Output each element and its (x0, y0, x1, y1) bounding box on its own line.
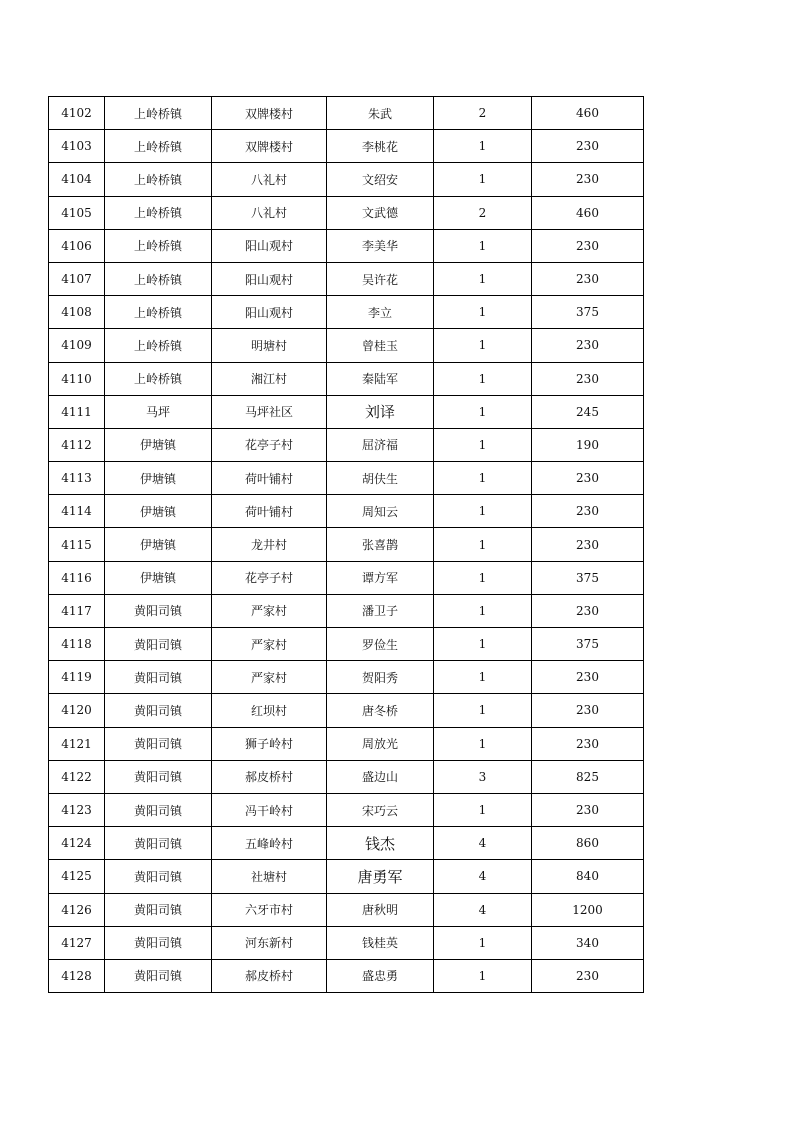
name-cell: 钱桂英 (327, 926, 434, 959)
row-number-cell: 4116 (49, 561, 105, 594)
row-number-cell: 4103 (49, 130, 105, 163)
name-cell: 唐冬桥 (327, 694, 434, 727)
town-cell: 上岭桥镇 (105, 97, 212, 130)
town-cell: 上岭桥镇 (105, 296, 212, 329)
count-cell: 1 (434, 163, 532, 196)
row-number-cell: 4110 (49, 362, 105, 395)
table-row (49, 462, 644, 495)
row-number-cell: 4121 (49, 727, 105, 760)
amount-cell: 460 (532, 196, 644, 229)
row-number-cell: 4128 (49, 959, 105, 992)
name-cell: 盛边山 (327, 760, 434, 793)
count-cell: 1 (434, 959, 532, 992)
village-cell: 马坪社区 (212, 395, 327, 428)
count-cell: 1 (434, 229, 532, 262)
table-row (49, 296, 644, 329)
town-cell: 黄阳司镇 (105, 926, 212, 959)
row-number-cell: 4109 (49, 329, 105, 362)
table-row (49, 229, 644, 262)
village-cell: 双牌楼村 (212, 97, 327, 130)
amount-cell: 840 (532, 860, 644, 893)
name-cell: 吴许花 (327, 262, 434, 295)
town-cell: 黄阳司镇 (105, 827, 212, 860)
row-number-cell: 4117 (49, 594, 105, 627)
table-row (49, 428, 644, 461)
table-row (49, 561, 644, 594)
table-row (49, 661, 644, 694)
table-row (49, 760, 644, 793)
count-cell: 1 (434, 926, 532, 959)
name-cell: 胡伕生 (327, 462, 434, 495)
name-cell: 周知云 (327, 495, 434, 528)
amount-cell: 1200 (532, 893, 644, 926)
town-cell: 黄阳司镇 (105, 594, 212, 627)
town-cell: 伊塘镇 (105, 561, 212, 594)
count-cell: 1 (434, 528, 532, 561)
village-cell: 八礼村 (212, 163, 327, 196)
name-cell: 文武德 (327, 196, 434, 229)
town-cell: 马坪 (105, 395, 212, 428)
row-number-cell: 4120 (49, 694, 105, 727)
row-number-cell: 4118 (49, 628, 105, 661)
count-cell: 1 (434, 462, 532, 495)
table-row (49, 793, 644, 826)
town-cell: 伊塘镇 (105, 428, 212, 461)
row-number-cell: 4122 (49, 760, 105, 793)
table-row (49, 528, 644, 561)
town-cell: 黄阳司镇 (105, 628, 212, 661)
amount-cell: 230 (532, 329, 644, 362)
name-cell: 周放光 (327, 727, 434, 760)
town-cell: 黄阳司镇 (105, 793, 212, 826)
town-cell: 黄阳司镇 (105, 661, 212, 694)
village-cell: 阳山观村 (212, 262, 327, 295)
amount-cell: 230 (532, 694, 644, 727)
village-cell: 阳山观村 (212, 296, 327, 329)
amount-cell: 230 (532, 130, 644, 163)
town-cell: 伊塘镇 (105, 462, 212, 495)
town-cell: 上岭桥镇 (105, 130, 212, 163)
village-cell: 明塘村 (212, 329, 327, 362)
table-row (49, 694, 644, 727)
amount-cell: 375 (532, 628, 644, 661)
table-row (49, 495, 644, 528)
village-cell: 花亭子村 (212, 561, 327, 594)
table-body (49, 97, 644, 993)
town-cell: 黄阳司镇 (105, 694, 212, 727)
village-cell: 荷叶铺村 (212, 495, 327, 528)
town-cell: 伊塘镇 (105, 528, 212, 561)
count-cell: 4 (434, 893, 532, 926)
table-row (49, 727, 644, 760)
village-cell: 双牌楼村 (212, 130, 327, 163)
village-cell: 阳山观村 (212, 229, 327, 262)
village-cell: 龙井村 (212, 528, 327, 561)
row-number-cell: 4113 (49, 462, 105, 495)
table-row (49, 860, 644, 893)
amount-cell: 460 (532, 97, 644, 130)
name-cell: 谭方军 (327, 561, 434, 594)
row-number-cell: 4112 (49, 428, 105, 461)
count-cell: 1 (434, 694, 532, 727)
village-cell: 冯干岭村 (212, 793, 327, 826)
amount-cell: 230 (532, 727, 644, 760)
name-cell: 潘卫子 (327, 594, 434, 627)
amount-cell: 860 (532, 827, 644, 860)
table-row (49, 163, 644, 196)
town-cell: 上岭桥镇 (105, 329, 212, 362)
village-cell: 八礼村 (212, 196, 327, 229)
village-cell: 河东新村 (212, 926, 327, 959)
name-cell: 盛忠勇 (327, 959, 434, 992)
town-cell: 黄阳司镇 (105, 893, 212, 926)
amount-cell: 230 (532, 495, 644, 528)
name-cell: 刘译 (327, 395, 434, 428)
village-cell: 荷叶铺村 (212, 462, 327, 495)
row-number-cell: 4125 (49, 860, 105, 893)
name-cell: 张喜鹊 (327, 528, 434, 561)
village-cell: 郝皮桥村 (212, 760, 327, 793)
amount-cell: 230 (532, 528, 644, 561)
name-cell: 唐秋明 (327, 893, 434, 926)
row-number-cell: 4115 (49, 528, 105, 561)
town-cell: 上岭桥镇 (105, 163, 212, 196)
name-cell: 唐勇军 (327, 860, 434, 893)
row-number-cell: 4104 (49, 163, 105, 196)
amount-cell: 375 (532, 561, 644, 594)
village-cell: 严家村 (212, 628, 327, 661)
name-cell: 文绍安 (327, 163, 434, 196)
row-number-cell: 4105 (49, 196, 105, 229)
count-cell: 1 (434, 428, 532, 461)
amount-cell: 230 (532, 462, 644, 495)
amount-cell: 230 (532, 362, 644, 395)
village-cell: 郝皮桥村 (212, 959, 327, 992)
count-cell: 3 (434, 760, 532, 793)
count-cell: 1 (434, 727, 532, 760)
name-cell: 贺阳秀 (327, 661, 434, 694)
row-number-cell: 4107 (49, 262, 105, 295)
table-row (49, 893, 644, 926)
count-cell: 1 (434, 296, 532, 329)
row-number-cell: 4106 (49, 229, 105, 262)
amount-cell: 230 (532, 229, 644, 262)
village-cell: 社塘村 (212, 860, 327, 893)
name-cell: 屈济福 (327, 428, 434, 461)
count-cell: 2 (434, 97, 532, 130)
row-number-cell: 4126 (49, 893, 105, 926)
table-row (49, 395, 644, 428)
town-cell: 黄阳司镇 (105, 959, 212, 992)
amount-cell: 825 (532, 760, 644, 793)
table-row (49, 959, 644, 992)
name-cell: 钱杰 (327, 827, 434, 860)
count-cell: 1 (434, 594, 532, 627)
village-cell: 五峰岭村 (212, 827, 327, 860)
table-row (49, 827, 644, 860)
table-row (49, 262, 644, 295)
name-cell: 秦陆军 (327, 362, 434, 395)
row-number-cell: 4111 (49, 395, 105, 428)
amount-cell: 340 (532, 926, 644, 959)
amount-cell: 230 (532, 163, 644, 196)
town-cell: 上岭桥镇 (105, 196, 212, 229)
count-cell: 4 (434, 827, 532, 860)
row-number-cell: 4119 (49, 661, 105, 694)
count-cell: 1 (434, 329, 532, 362)
row-number-cell: 4127 (49, 926, 105, 959)
village-cell: 红坝村 (212, 694, 327, 727)
count-cell: 1 (434, 628, 532, 661)
data-table (48, 96, 644, 993)
name-cell: 宋巧云 (327, 793, 434, 826)
count-cell: 1 (434, 561, 532, 594)
amount-cell: 230 (532, 959, 644, 992)
town-cell: 黄阳司镇 (105, 860, 212, 893)
amount-cell: 230 (532, 661, 644, 694)
row-number-cell: 4102 (49, 97, 105, 130)
table-row (49, 926, 644, 959)
row-number-cell: 4114 (49, 495, 105, 528)
town-cell: 上岭桥镇 (105, 229, 212, 262)
table-row (49, 97, 644, 130)
village-cell: 花亭子村 (212, 428, 327, 461)
name-cell: 李立 (327, 296, 434, 329)
town-cell: 上岭桥镇 (105, 262, 212, 295)
town-cell: 伊塘镇 (105, 495, 212, 528)
amount-cell: 230 (532, 262, 644, 295)
table-row (49, 628, 644, 661)
count-cell: 1 (434, 362, 532, 395)
amount-cell: 190 (532, 428, 644, 461)
table-row (49, 594, 644, 627)
name-cell: 罗俭生 (327, 628, 434, 661)
village-cell: 严家村 (212, 661, 327, 694)
count-cell: 1 (434, 130, 532, 163)
town-cell: 上岭桥镇 (105, 362, 212, 395)
count-cell: 2 (434, 196, 532, 229)
count-cell: 1 (434, 793, 532, 826)
name-cell: 李桃花 (327, 130, 434, 163)
count-cell: 4 (434, 860, 532, 893)
village-cell: 湘江村 (212, 362, 327, 395)
amount-cell: 230 (532, 793, 644, 826)
count-cell: 1 (434, 495, 532, 528)
village-cell: 严家村 (212, 594, 327, 627)
amount-cell: 245 (532, 395, 644, 428)
row-number-cell: 4124 (49, 827, 105, 860)
town-cell: 黄阳司镇 (105, 760, 212, 793)
table-row (49, 362, 644, 395)
table-row (49, 196, 644, 229)
table-row (49, 130, 644, 163)
amount-cell: 375 (532, 296, 644, 329)
village-cell: 狮子岭村 (212, 727, 327, 760)
count-cell: 1 (434, 262, 532, 295)
row-number-cell: 4123 (49, 793, 105, 826)
name-cell: 朱武 (327, 97, 434, 130)
village-cell: 六牙市村 (212, 893, 327, 926)
count-cell: 1 (434, 395, 532, 428)
count-cell: 1 (434, 661, 532, 694)
name-cell: 曾桂玉 (327, 329, 434, 362)
town-cell: 黄阳司镇 (105, 727, 212, 760)
table-row (49, 329, 644, 362)
amount-cell: 230 (532, 594, 644, 627)
row-number-cell: 4108 (49, 296, 105, 329)
name-cell: 李美华 (327, 229, 434, 262)
